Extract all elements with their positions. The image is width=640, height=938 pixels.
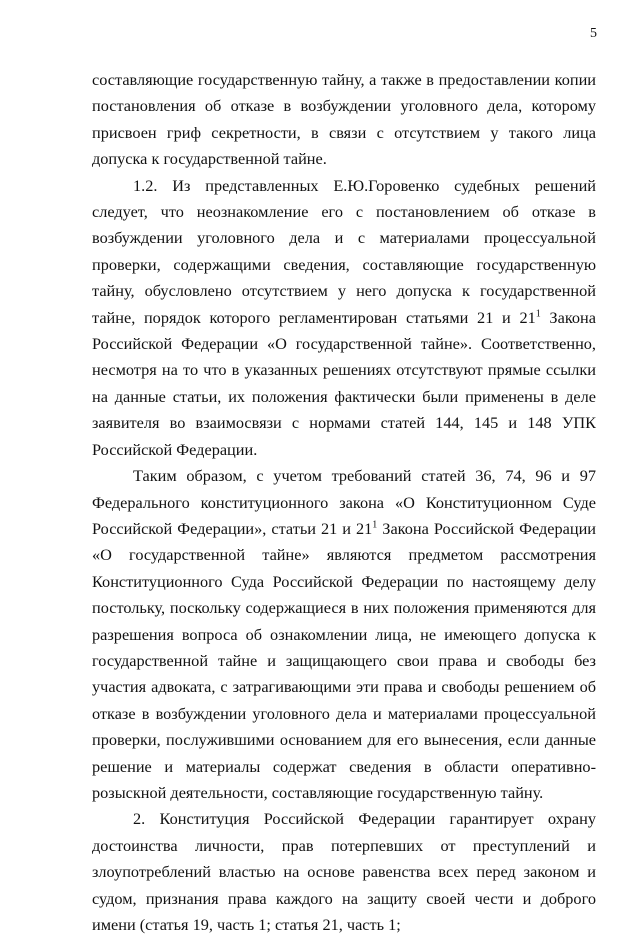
superscript: 1 xyxy=(372,519,378,531)
superscript: 1 xyxy=(535,308,541,320)
paragraph-2: 2. Конституция Российской Федерации гарантирует охрану достоинства личности, прав потерпевших от преступлений и злоупотреблений властью на основе равенства всех перед законом и судом, признания права каждого на защиту своей чести и доброго имени (статья 19, часть 1; статья 21, часть 1; xyxy=(92,809,596,934)
paragraph-text: Таким образом, с учетом требований статей 36, 74, 96 и 97 Федерального конституционного закона «О Конституционном Суде Российской Федерации», статьи 21 и 21 xyxy=(92,466,596,538)
paragraph-continuation: составляющие государственную тайну, а также в предоставлении копии постановления об отказе в возбуждении уголовного дела, которому присвоен гриф секретности, в связи с отсутствием у такого лица допуска к государственной тайне. xyxy=(92,70,596,169)
paragraph-1-2 xyxy=(92,173,596,463)
document-body xyxy=(92,67,596,938)
paragraph-conclusion xyxy=(92,463,596,806)
page-number: 5 xyxy=(590,26,597,41)
paragraph-text: Закона Российской Федерации «О государственной тайне». Соответственно, несмотря на то что в указанных решениях отсутствуют прямые ссылки на данные статьи, их положения фактически были применены в деле заявителя во взаимосвязи с нормами статей 144, 145 и 148 УПК Российской Федерации. xyxy=(92,307,596,459)
paragraph-text: 1.2. Из представленных Е.Ю.Горовенко судебных решений следует, что неознакомление его с постановлением об отказе в возбуждении уголовного дела и с материалами процессуальной проверки, содержащими сведения, составляющие государственную тайну, обусловлено отсутствием у него допуска к государственной тайне, порядок которого регламентирован статьями 21 и 21 xyxy=(92,175,596,327)
paragraph-text: Закона Российской Федерации «О государственной тайне» являются предметом рассмотрения Конституционного Суда Российской Федерации по настоящему делу постольку, поскольку содержащиеся в них положения применяются для разрешения вопроса об ознакомлении лица, не имеющего допуска к государственной тайне и защищающего свои права и свободы без участия адвоката, с затрагивающими эти права и свободы решением об отказе в возбуждении уголовного дела и материалами процессуальной проверки, послужившими основанием для его вынесения, если данные решение и материалы содержат сведения в области оперативно-розыскной деятельности, составляющие государственную тайну. xyxy=(92,518,596,802)
